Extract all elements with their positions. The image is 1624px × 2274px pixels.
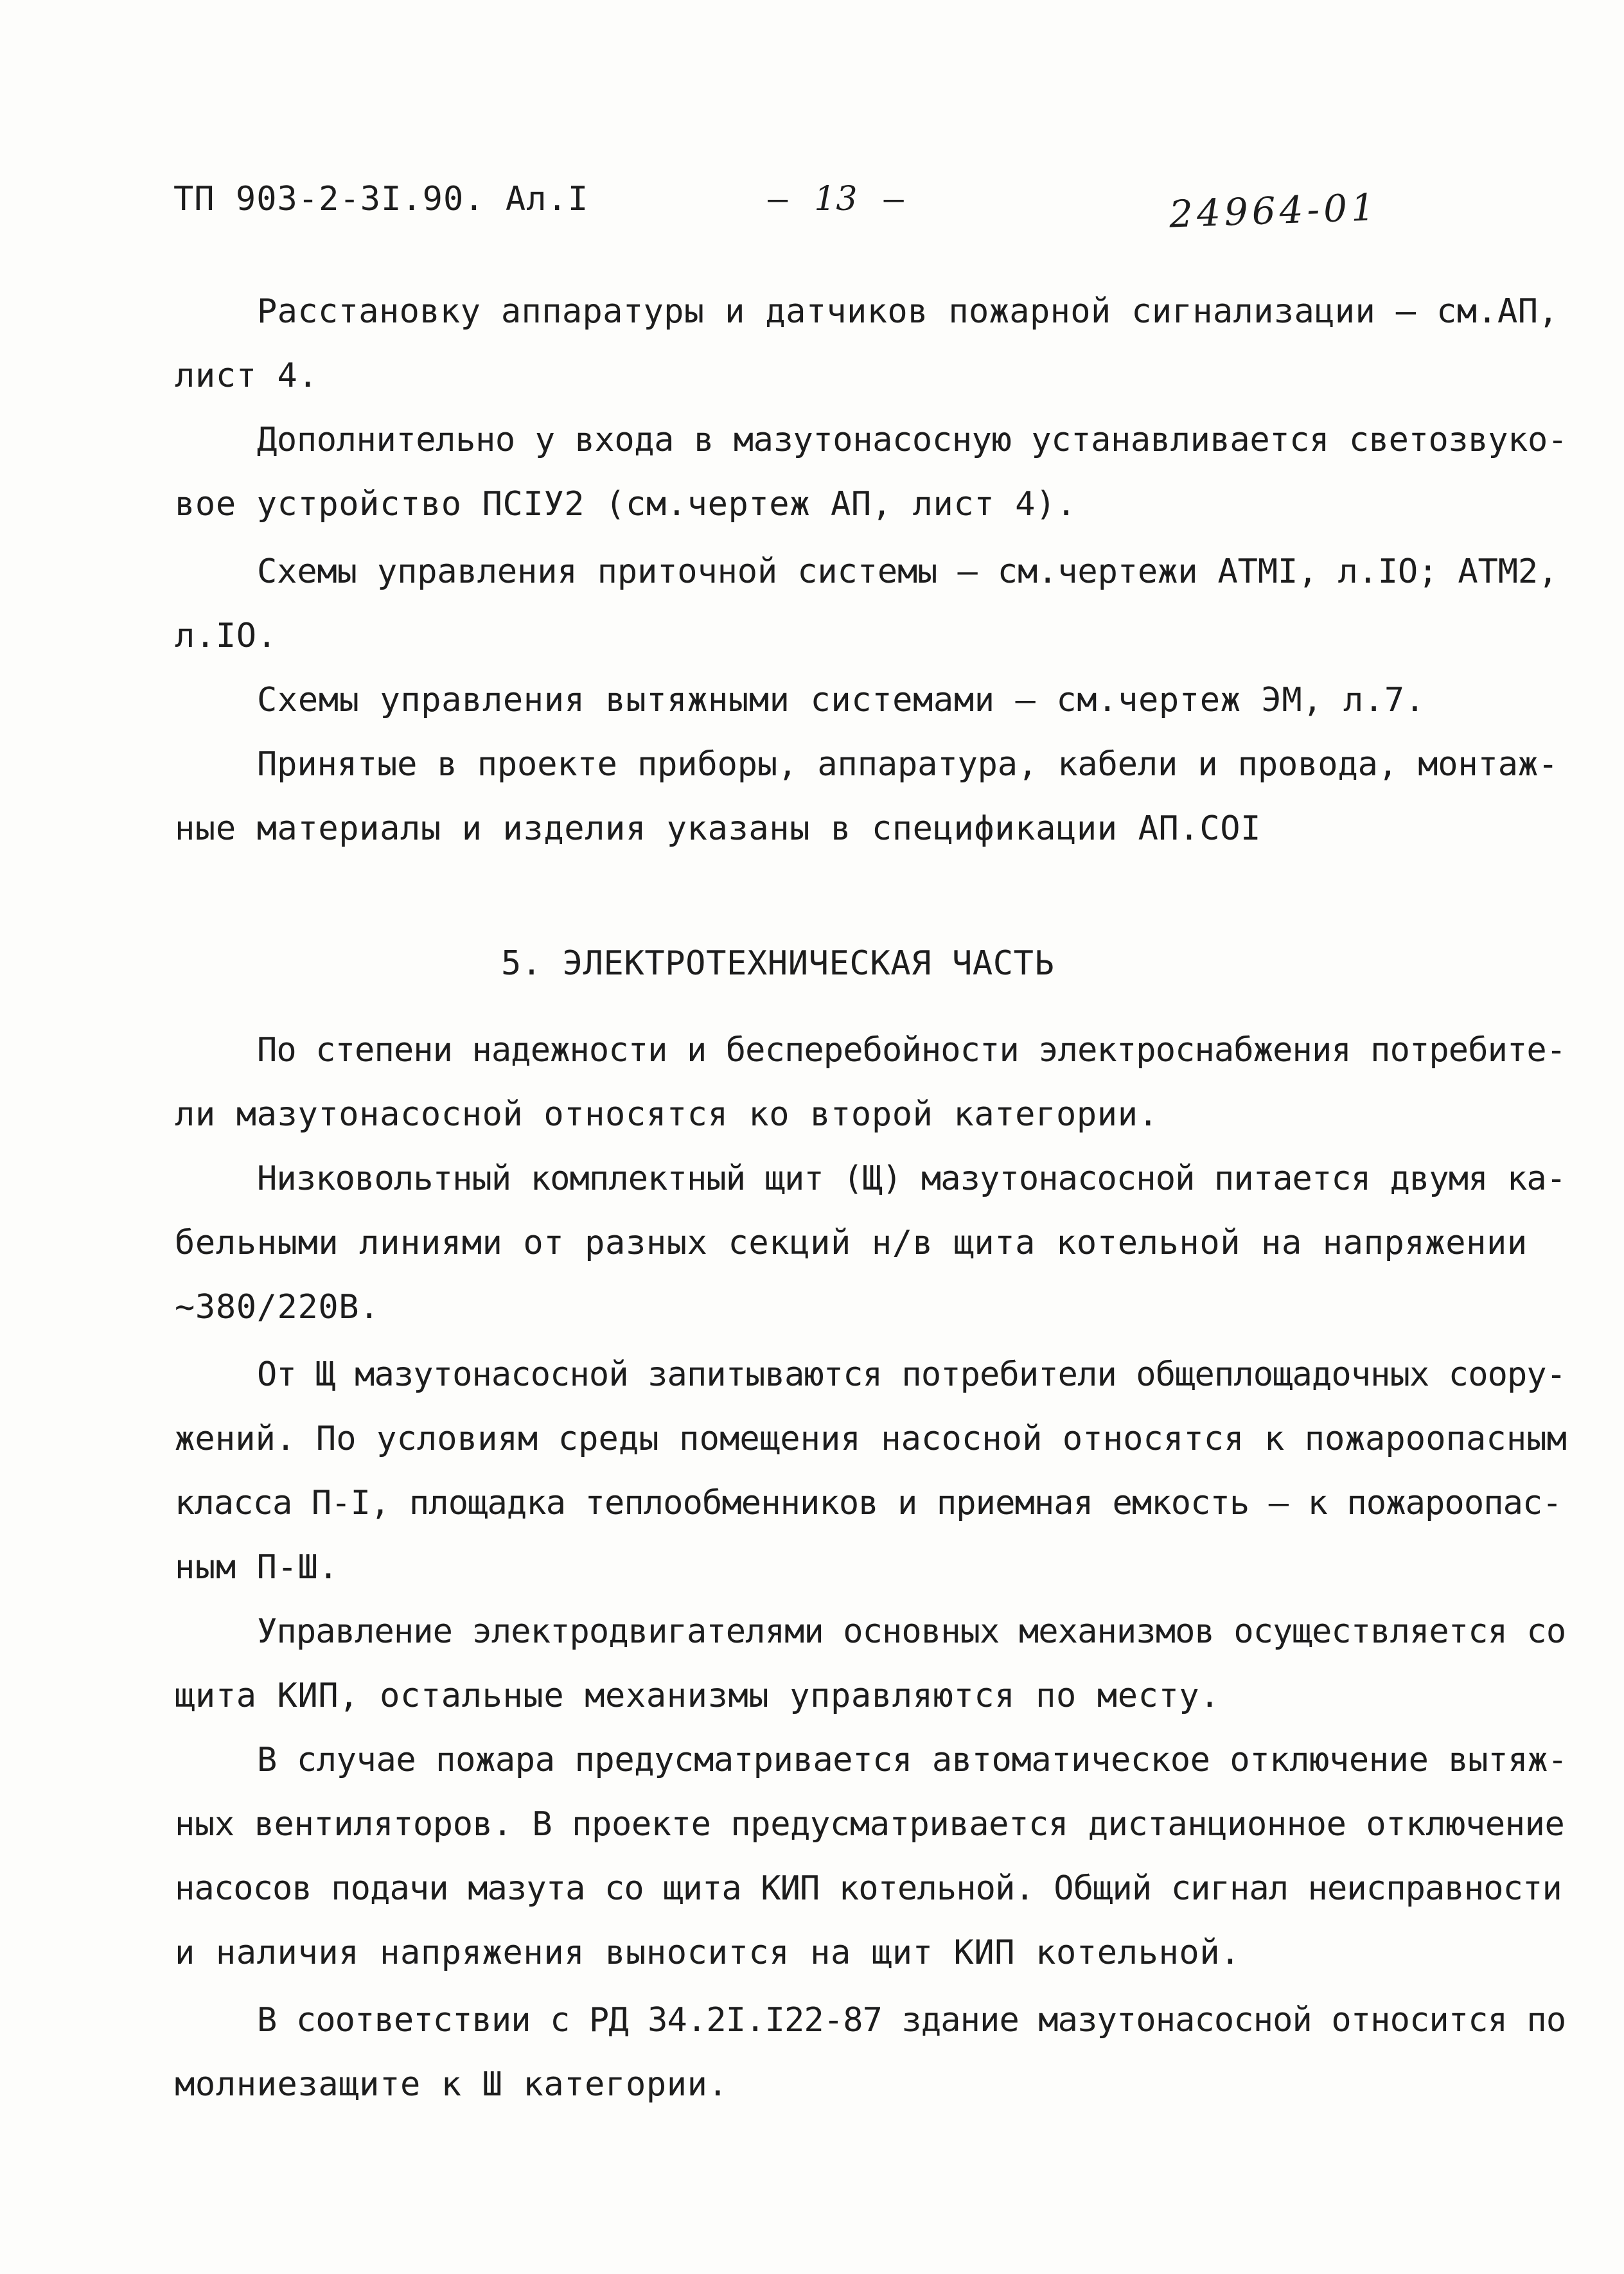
text-line: Управление электродвигателями основных механизмов осуществляется со <box>257 1612 1566 1651</box>
text-line: От Щ мазутонасосной запитываются потребители общеплощадочных соору- <box>257 1355 1566 1394</box>
text-line: Дополнительно у входа в мазутонасосную устанавливается светозвуко- <box>257 421 1567 459</box>
document-code: ТП 903-2-3I.90. Ал.I <box>173 180 589 218</box>
text-line: и наличия напряжения выносится на щит КИП котельной. <box>175 1934 1241 1972</box>
text-line: бельными линиями от разных секций н/в щита котельной на напряжении <box>175 1224 1528 1262</box>
text-line: вое устройство ПСIУ2 (см.чертеж АП, лист 4). <box>175 485 1077 524</box>
text-line: Расстановку аппаратуры и датчиков пожарной сигнализации – см.АП, <box>257 292 1559 331</box>
text-line: ные материалы и изделия указаны в спецификации АП.СОI <box>175 809 1262 848</box>
page-number: 13 <box>814 180 858 218</box>
text-line: класса П-I, площадка теплообменников и приемная емкость – к пожароопас- <box>175 1484 1562 1522</box>
text-line: насосов подачи мазута со щита КИП котельной. Общий сигнал неисправности <box>175 1869 1562 1908</box>
text-line: лист 4. <box>175 357 319 395</box>
inventory-number: 24964-01 <box>1168 185 1380 236</box>
text-line: ных вентиляторов. В проекте предусматривается дистанционное отключение <box>175 1805 1565 1844</box>
text-line: л.IO. <box>175 617 278 655</box>
text-line: В соответствии с РД 34.2I.I22-87 здание мазутонасосной относится по <box>257 2001 1566 2040</box>
text-line: жений. По условиям среды помещения насосной относятся к пожароопасным <box>175 1420 1567 1458</box>
text-line: По степени надежности и бесперебойности электроснабжения потребите- <box>257 1031 1566 1070</box>
page-number-block <box>768 180 905 218</box>
text-line: Схемы управления вытяжными системами – см.чертеж ЭМ, л.7. <box>257 681 1425 719</box>
page-dash-right: – <box>883 180 905 218</box>
text-line: молниезащите к Ш категории. <box>175 2065 728 2104</box>
page-dash-left: – <box>768 180 789 218</box>
text-line: щита КИП, остальные механизмы управляются по месту. <box>175 1677 1221 1715</box>
text-line: ным П-Ш. <box>175 1548 339 1587</box>
text-line: Схемы управления приточной системы – см.чертежи АТМI, л.IO; АТМ2, <box>257 552 1558 591</box>
text-line: Принятые в проекте приборы, аппаратура, кабели и провода, монтаж- <box>257 745 1558 784</box>
text-line: ли мазутонасосной относятся ко второй категории. <box>175 1095 1159 1134</box>
text-line: Низковольтный комплектный щит (Щ) мазутонасосной питается двумя ка- <box>257 1159 1566 1198</box>
section-heading: 5. ЭЛЕКТРОТЕХНИЧЕСКАЯ ЧАСТЬ <box>501 944 1055 983</box>
text-line: ~380/220В. <box>175 1288 380 1326</box>
text-line: В случае пожара предусматривается автоматическое отключение вытяж- <box>257 1741 1567 1779</box>
